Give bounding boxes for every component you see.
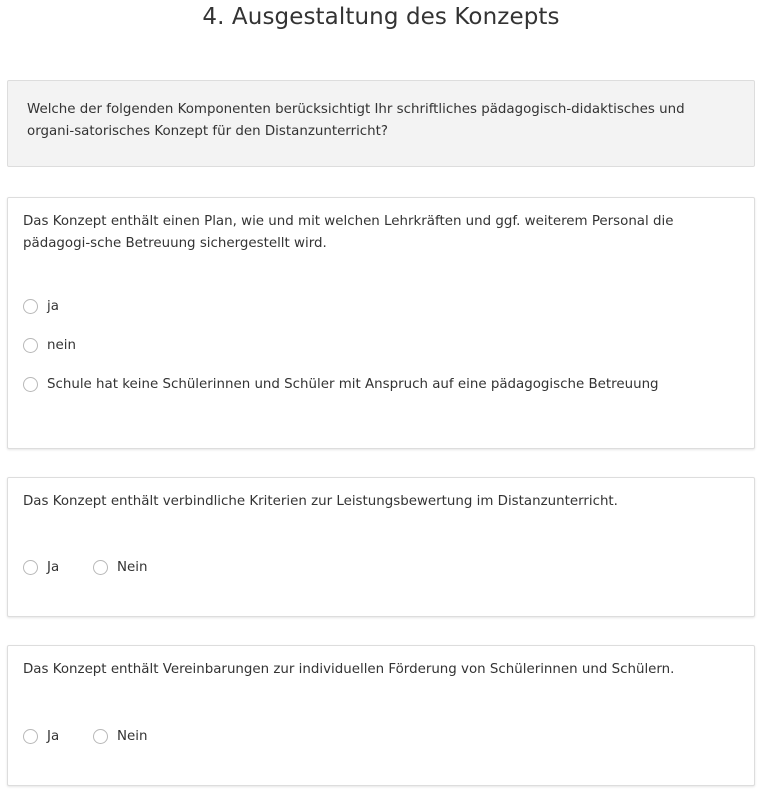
radio-circle-icon[interactable] (93, 729, 108, 744)
radio-circle-icon[interactable] (23, 338, 38, 353)
question-text: Das Konzept enthält Vereinbarungen zur individuellen Förderung von Schülerinnen und Schülern. (23, 662, 675, 677)
question-card-foerderung (7, 645, 755, 786)
intro-text: Welche der folgenden Komponenten berücksichtigt Ihr schriftliches pädagogisch-didaktisches und organi-satorisches Konzept für den Distanzunterricht? (27, 102, 685, 139)
radio-label: Nein (117, 729, 148, 744)
radio-label: Ja (47, 729, 60, 744)
question-card-leistungsbewertung (7, 477, 755, 617)
radio-circle-icon[interactable] (23, 299, 38, 314)
radio-option-ja[interactable] (23, 729, 59, 744)
question-text: Das Konzept enthält einen Plan, wie und mit welchen Lehrkräften und ggf. weiterem Personal die pädagogi-sche Betreuung sichergestellt wird. (23, 214, 674, 251)
radio-option-keine-betreuung[interactable] (23, 377, 659, 392)
radio-option-nein[interactable] (23, 338, 76, 353)
page-title: 4. Ausgestaltung des Konzepts (202, 4, 560, 30)
question-text: Das Konzept enthält verbindliche Kriterien zur Leistungsbewertung im Distanzunterricht. (23, 494, 618, 509)
intro-box (7, 80, 755, 167)
radio-circle-icon[interactable] (23, 377, 38, 392)
radio-circle-icon[interactable] (23, 560, 38, 575)
radio-label: ja (47, 299, 59, 314)
radio-label: Schule hat keine Schülerinnen und Schüler mit Anspruch auf eine pädagogische Betreuung (47, 377, 659, 392)
radio-circle-icon[interactable] (93, 560, 108, 575)
radio-label: Ja (47, 560, 60, 575)
radio-option-nein[interactable] (93, 560, 147, 575)
radio-circle-icon[interactable] (23, 729, 38, 744)
radio-option-ja[interactable] (23, 299, 59, 314)
radio-label: Nein (117, 560, 148, 575)
radio-option-ja[interactable] (23, 560, 59, 575)
radio-label: nein (47, 338, 76, 353)
question-card-betreuung (7, 197, 755, 449)
radio-option-nein[interactable] (93, 729, 147, 744)
